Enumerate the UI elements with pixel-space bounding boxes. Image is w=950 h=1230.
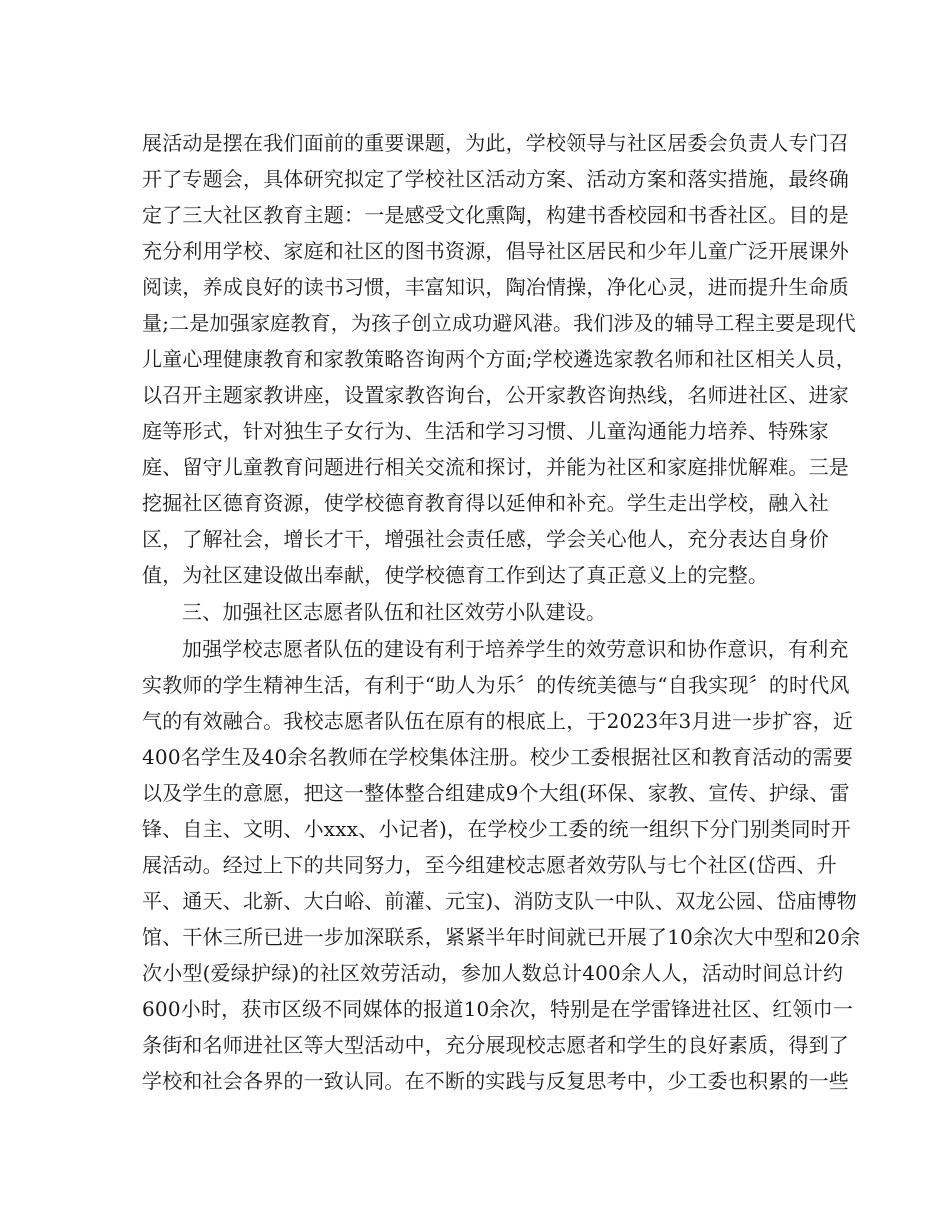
text-line: 值，为社区建设做出奉献，使学校德育工作到达了真正意义上的完整。 <box>142 563 769 587</box>
section-heading: 三、加强社区志愿者队伍和社区效劳小队建设。 <box>182 600 607 624</box>
text-line: 展活动。经过上下的共同努力，至今组建校志愿者效劳队与七个社区(岱西、升 <box>142 853 837 877</box>
text-line: 平、通天、北新、大白峪、前灌、元宝)、消防支队一中队、双龙公园、岱庙博物 <box>142 889 858 913</box>
paragraph-first-line: 加强学校志愿者队伍的建设有利于培养学生的效劳意识和协作意识，有利充 <box>182 637 849 661</box>
text-line: 次小型(爱绿护绿)的社区效劳活动，参加人数总计400余人人，活动时间总计约 <box>142 961 844 985</box>
text-line: 以及学生的意愿，把这一整体整合组建成9个大组(环保、家教、宣传、护绿、雷 <box>142 781 850 805</box>
text-line: 以召开主题家教讲座，设置家教咨询台，公开家教咨询热线，名师进社区、进家 <box>142 383 849 407</box>
text-line: 锋、自主、文明、小xxx、小记者)，在学校少工委的统一组织下分门别类同时开 <box>142 817 852 841</box>
text-line: 庭等形式，针对独生子女行为、生活和学习习惯、儿童沟通能力培养、特殊家 <box>142 419 829 443</box>
text-line: 庭、留守儿童教育问题进行相关交流和探讨，并能为社区和家庭排忧解难。三是 <box>142 455 849 479</box>
text-line: 实教师的学生精神生活，有利于“助人为乐〞的传统美德与“自我实现〞的时代风 <box>142 673 850 697</box>
text-line: 量;二是加强家庭教育，为孩子创立成功避风港。我们涉及的辅导工程主要是现代 <box>142 311 856 335</box>
text-line: 馆、干休三所已进一步加深联系，紧紧半年时间就已开展了10余次大中型和20余 <box>142 925 861 949</box>
text-line: 条街和名师进社区等大型活动中，充分展现校志愿者和学生的良好素质，得到了 <box>142 1033 849 1057</box>
text-line: 定了三大社区教育主题：一是感受文化熏陶，构建书香校园和书香社区。目的是 <box>142 203 849 227</box>
text-line: 开了专题会，具体研究拟定了学校社区活动方案、活动方案和落实措施，最终确 <box>142 167 849 191</box>
text-line: 阅读，养成良好的读书习惯，丰富知识，陶冶情操，净化心灵，进而提升生命质 <box>142 275 849 299</box>
text-line: 学校和社会各界的一致认同。在不断的实践与反复思考中，少工委也积累的一些 <box>142 1069 849 1093</box>
text-line: 区，了解社会，增长才干，增强社会责任感，学会关心他人，充分表达自身价 <box>142 527 829 551</box>
text-line: 气的有效融合。我校志愿者队伍在原有的根底上，于2023年3月进一步扩容，近 <box>142 709 854 733</box>
text-line: 600小时，获市区级不同媒体的报道10余次，特别是在学雷锋进社区、红领巾一 <box>142 997 854 1021</box>
text-line: 400名学生及40余名教师在学校集体注册。校少工委根据社区和教育活动的需要 <box>142 745 854 769</box>
text-line: 充分利用学校、家庭和社区的图书资源，倡导社区居民和少年儿童广泛开展课外 <box>142 239 849 263</box>
text-line: 展活动是摆在我们面前的重要课题，为此，学校领导与社区居委会负责人专门召 <box>142 131 849 155</box>
text-line: 挖掘社区德育资源，使学校德育教育得以延伸和补充。学生走出学校，融入社 <box>142 491 829 515</box>
text-line: 儿童心理健康教育和家教策略咨询两个方面;学校遴选家教名师和社区相关人员， <box>142 347 856 371</box>
